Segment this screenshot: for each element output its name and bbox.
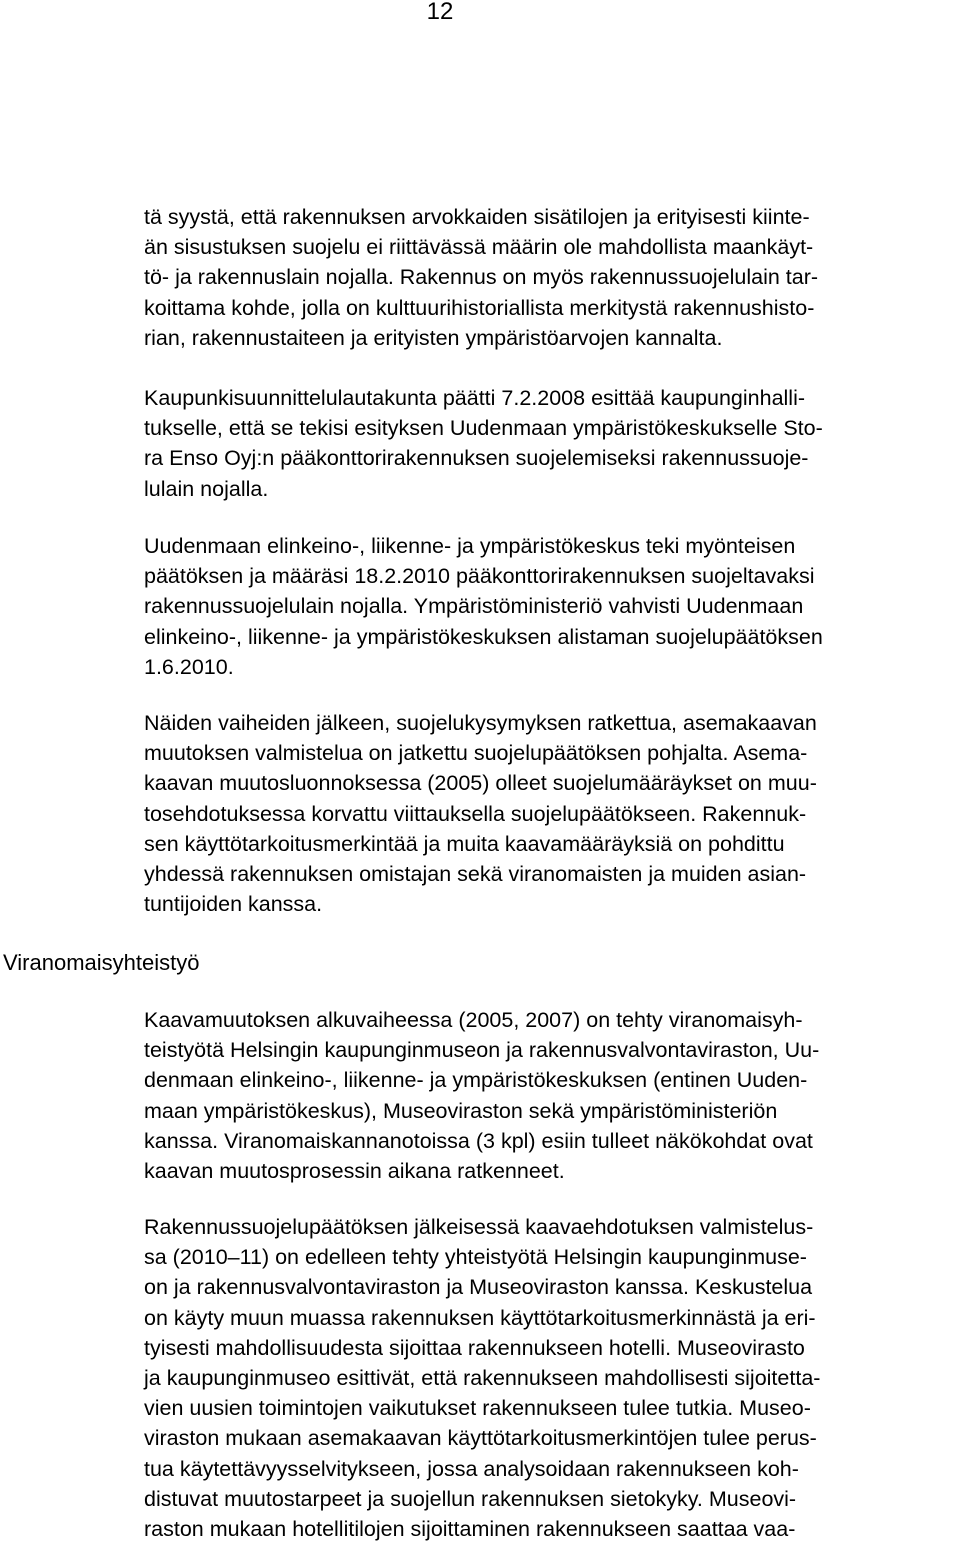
- text-line: Kaupunkisuunnittelulautakunta päätti 7.2.2008 esittää kaupunginhalli-: [144, 386, 806, 410]
- text-line: kanssa. Viranomaiskannanotoissa (3 kpl) esiin tulleet näkökohdat ovat: [144, 1128, 813, 1153]
- text-line: 1.6.2010.: [144, 654, 234, 679]
- paragraph: [144, 1005, 819, 1186]
- text-line: on ja rakennusvalvontaviraston ja Museoviraston kanssa. Keskustelua: [144, 1275, 813, 1300]
- text-line: tä syystä, että rakennuksen arvokkaiden sisätilojen ja erityisesti kiinte-: [144, 205, 810, 229]
- text-line: vien uusien toimintojen vaikutukset rakennukseen tulee tutkia. Museo-: [144, 1396, 811, 1421]
- text-line: sa (2010–11) on edelleen tehty yhteistyötä Helsingin kaupunginmuse-: [144, 1245, 807, 1270]
- text-line: Kaavamuutoksen alkuvaiheessa (2005, 2007) on tehty viranomaisyh-: [144, 1008, 803, 1032]
- text-line: raston mukaan hotellitilojen sijoittaminen rakennukseen saattaa vaa-: [144, 1517, 796, 1542]
- text-line: tyisesti mahdollisuudesta sijoittaa rakennukseen hotelli. Museovirasto: [144, 1335, 805, 1360]
- text-line: sen käyttötarkoitusmerkintää ja muita kaavamääräyksiä on pohdittu: [144, 831, 785, 856]
- side-heading: Viranomaisyhteistyö: [3, 950, 200, 975]
- paragraph: [144, 531, 823, 682]
- text-line: lulain nojalla.: [144, 476, 269, 501]
- text-line: tö- ja rakennuslain nojalla. Rakennus on myös rakennussuojelulain tar-: [144, 265, 819, 290]
- text-line: kaavan muutosluonnoksessa (2005) olleet suojelumääräykset on muu-: [144, 771, 817, 796]
- text-line: ra Enso Oyj:n pääkonttorirakennuksen suojelemiseksi rakennussuoje-: [144, 446, 809, 471]
- text-line: kaavan muutosprosessin aikana ratkenneet.: [144, 1159, 565, 1184]
- text-line: koittama kohde, jolla on kulttuurihistoriallista merkitystä rakennushisto-: [144, 295, 815, 320]
- paragraph: [144, 383, 823, 504]
- text-line: viraston mukaan asemakaavan käyttötarkoitusmerkintöjen tulee perus-: [144, 1426, 817, 1451]
- paragraph: [144, 1212, 820, 1544]
- text-line: tukselle, että se tekisi esityksen Uudenmaan ympäristökeskukselle Sto-: [144, 416, 823, 441]
- text-line: päätöksen ja määräsi 18.2.2010 pääkonttorirakennuksen suojeltavaksi: [144, 564, 815, 589]
- text-line: on käyty muun muassa rakennuksen käyttötarkoitusmerkinnästä ja eri-: [144, 1305, 816, 1330]
- text-line: elinkeino-, liikenne- ja ympäristökeskuksen alistaman suojelupäätöksen: [144, 624, 823, 649]
- text-line: yhdessä rakennuksen omistajan sekä viranomaisten ja muiden asian-: [144, 862, 807, 887]
- text-line: maan ympäristökeskus), Museoviraston sekä ympäristöministeriön: [144, 1098, 778, 1123]
- text-line: denmaan elinkeino-, liikenne- ja ympäristökeskuksen (entinen Uuden-: [144, 1068, 808, 1093]
- text-line: tuntijoiden kanssa.: [144, 892, 323, 917]
- text-line: ja kaupunginmuseo esittivät, että rakennukseen mahdollisesti sijoitetta-: [144, 1366, 821, 1391]
- text-line: än sisustuksen suojelu ei riittävässä määrin ole mahdollista maankäyt-: [144, 235, 814, 260]
- text-line: Uudenmaan elinkeino-, liikenne- ja ympäristökeskus teki myönteisen: [144, 534, 796, 558]
- text-line: rian, rakennustaiteen ja erityisten ympäristöarvojen kannalta.: [144, 325, 723, 350]
- text-line: tua käytettävyysselvitykseen, jossa analysoidaan rakennukseen koh-: [144, 1456, 799, 1481]
- text-line: distuvat muutostarpeet ja suojellun rakennuksen sietokyky. Museovi-: [144, 1486, 797, 1511]
- page-number: 12: [426, 0, 454, 25]
- text-line: teistyötä Helsingin kaupunginmuseon ja rakennusvalvontaviraston, Uu-: [144, 1038, 820, 1063]
- text-line: rakennussuojelulain nojalla. Ympäristöministeriö vahvisti Uudenmaan: [144, 594, 804, 619]
- paragraph: [144, 202, 818, 353]
- text-line: tosehdotuksessa korvattu viittauksella suojelupäätökseen. Rakennuk-: [144, 801, 807, 826]
- text-line: Rakennussuojelupäätöksen jälkeisessä kaavaehdotuksen valmistelus-: [144, 1215, 814, 1239]
- text-line: Näiden vaiheiden jälkeen, suojelukysymyksen ratkettua, asemakaavan: [144, 711, 817, 735]
- paragraph: [144, 708, 817, 919]
- text-line: muutoksen valmistelua on jatkettu suojelupäätöksen pohjalta. Asema-: [144, 741, 808, 766]
